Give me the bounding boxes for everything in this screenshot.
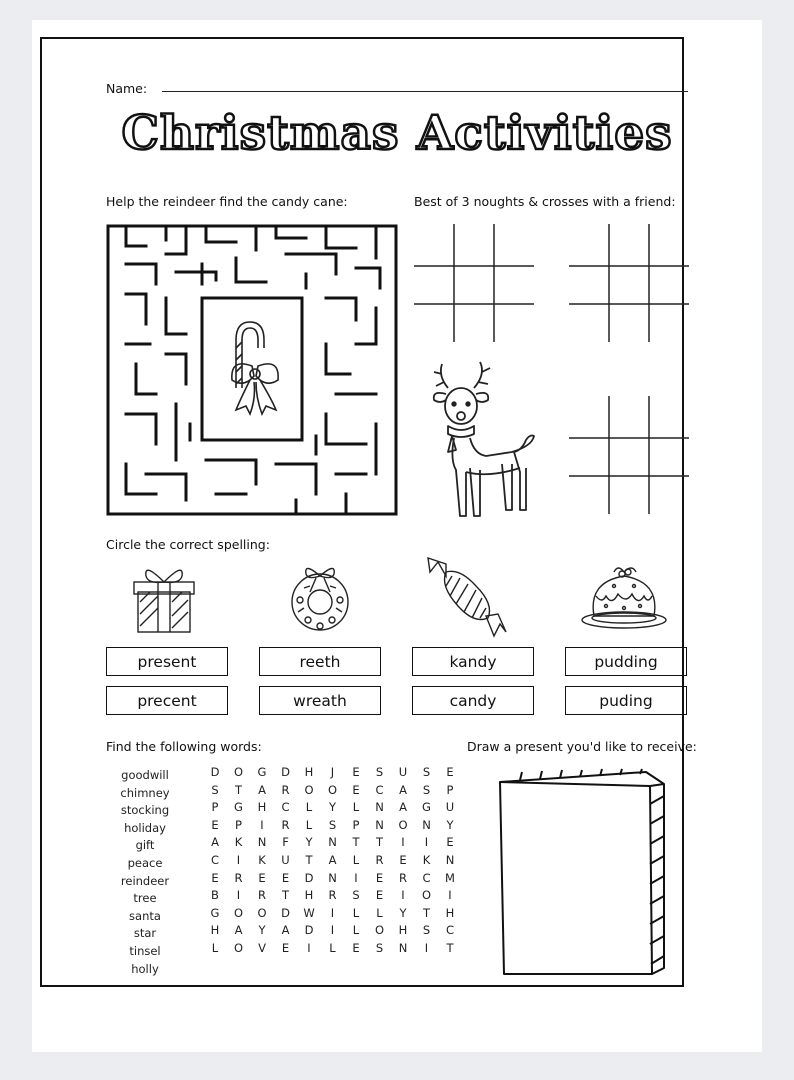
wordsearch-letter[interactable]: A: [328, 853, 337, 867]
wordsearch-letter[interactable]: A: [281, 923, 290, 938]
spelling-option-reeth[interactable]: reeth: [259, 647, 381, 676]
wordsearch-letter[interactable]: B: [211, 888, 219, 903]
wordsearch-letter[interactable]: I: [330, 905, 335, 920]
wordsearch-letter[interactable]: T: [281, 888, 290, 903]
wordsearch-letter[interactable]: A: [258, 782, 266, 797]
wordsearch-letter[interactable]: O: [327, 782, 338, 797]
wordsearch-letter[interactable]: H: [304, 765, 314, 779]
wordsearch-letter[interactable]: T: [446, 941, 454, 955]
wordsearch-letter[interactable]: T: [375, 835, 384, 850]
wordsearch-word: holiday: [124, 820, 166, 835]
wordsearch-letter[interactable]: A: [211, 835, 219, 850]
name-label: Name:: [106, 81, 148, 96]
wordsearch-letter[interactable]: D: [281, 905, 290, 920]
wordsearch-letter[interactable]: V: [258, 941, 266, 955]
wordsearch-letter[interactable]: Y: [446, 817, 454, 832]
wordsearch-letter[interactable]: O: [257, 905, 267, 920]
wordsearch-letter[interactable]: D: [304, 870, 314, 885]
wordsearch-letter[interactable]: A: [234, 923, 243, 938]
wordsearch-letter[interactable]: S: [422, 782, 431, 797]
wordsearch-letter[interactable]: L: [305, 817, 313, 832]
wordsearch-word: holly: [131, 961, 159, 976]
wordsearch-word: chimney: [120, 785, 170, 800]
wordsearch-letter[interactable]: O: [233, 765, 244, 779]
wordsearch-letter[interactable]: E: [211, 870, 219, 885]
wordsearch-word: santa: [129, 908, 161, 923]
wordsearch-letter[interactable]: J: [330, 765, 335, 779]
wordsearch-letter[interactable]: S: [352, 888, 360, 903]
wordsearch-letter[interactable]: D: [304, 923, 314, 938]
wordsearch-letter[interactable]: N: [375, 800, 384, 815]
wordsearch-letter[interactable]: C: [422, 870, 431, 885]
wordsearch-letter[interactable]: I: [401, 835, 405, 850]
wordsearch-letter[interactable]: I: [354, 870, 358, 885]
page-title: Christmas Activities: [121, 106, 673, 161]
wordsearch-letter[interactable]: L: [329, 941, 336, 955]
wordsearch-letter[interactable]: D: [281, 765, 290, 779]
wordsearch-letter[interactable]: S: [328, 817, 337, 832]
wordsearch-letter[interactable]: U: [398, 765, 408, 779]
draw-instruction: Draw a present you'd like to receive:: [467, 739, 697, 754]
wordsearch-letter[interactable]: C: [210, 853, 220, 867]
wordsearch-letter[interactable]: P: [446, 782, 454, 797]
wordsearch-letter[interactable]: H: [210, 923, 220, 938]
wordsearch-letter[interactable]: G: [257, 765, 267, 779]
wordsearch-letter[interactable]: E: [281, 941, 290, 955]
wordsearch-letter[interactable]: L: [211, 941, 219, 955]
wordsearch-letter[interactable]: O: [398, 817, 408, 832]
wordsearch-word: reindeer: [120, 873, 170, 888]
spelling-option-present[interactable]: present: [106, 647, 228, 676]
wordsearch-letter[interactable]: K: [258, 853, 266, 867]
wordsearch-letter[interactable]: N: [398, 941, 408, 955]
wordsearch-letter[interactable]: U: [445, 800, 455, 815]
wordsearch-letter[interactable]: E: [446, 835, 454, 850]
wordsearch-letter[interactable]: C: [375, 782, 384, 797]
wordsearch-letter[interactable]: H: [304, 888, 314, 903]
wordsearch-letter[interactable]: N: [328, 870, 337, 885]
wordsearch-letter[interactable]: H: [257, 800, 267, 815]
wordsearch-letter[interactable]: R: [281, 817, 290, 832]
wordsearch-letter[interactable]: O: [233, 941, 244, 955]
wordsearch-letter[interactable]: E: [375, 870, 384, 885]
wordsearch-letter[interactable]: G: [210, 905, 220, 920]
wordsearch-letter[interactable]: K: [422, 853, 431, 867]
wordsearch-letter[interactable]: O: [374, 923, 385, 938]
wordsearch-letter[interactable]: I: [401, 888, 405, 903]
wordsearch-letter[interactable]: A: [399, 782, 407, 797]
wordsearch-letter[interactable]: I: [424, 835, 429, 850]
wordsearch-letter[interactable]: T: [234, 782, 243, 797]
ttt-grid-2[interactable]: [569, 224, 689, 342]
wordsearch-letter[interactable]: S: [375, 765, 384, 779]
maze-instruction: Help the reindeer find the candy cane:: [106, 194, 348, 209]
candy-icon: [424, 556, 508, 638]
wordsearch-letter[interactable]: H: [398, 923, 408, 938]
spelling-option-precent[interactable]: precent: [106, 686, 228, 715]
wordsearch-letter[interactable]: I: [236, 888, 241, 903]
spelling-option-pudding[interactable]: pudding: [565, 647, 687, 676]
wordsearch-letter[interactable]: R: [328, 888, 337, 903]
wordsearch-letter[interactable]: I: [424, 941, 429, 955]
wordsearch-letter[interactable]: G: [234, 800, 243, 815]
wordsearch-letter[interactable]: U: [281, 853, 290, 867]
wordsearch-letter[interactable]: H: [445, 905, 455, 920]
ttt-instruction: Best of 3 noughts & crosses with a friend:: [414, 194, 676, 209]
wordsearch-letter[interactable]: S: [211, 782, 219, 797]
wordsearch-letter[interactable]: E: [352, 782, 360, 797]
wordsearch-letter[interactable]: S: [375, 941, 384, 955]
wordsearch-letter[interactable]: E: [399, 853, 407, 867]
wordsearch-letter[interactable]: K: [234, 835, 243, 850]
wordsearch-word: peace: [127, 856, 163, 870]
wordsearch-letter[interactable]: W: [303, 905, 315, 920]
wordsearch-letter[interactable]: I: [307, 941, 311, 955]
wordsearch-letter[interactable]: M: [445, 870, 455, 885]
wordsearch-letter[interactable]: Y: [399, 905, 407, 920]
wordsearch-letter[interactable]: N: [375, 817, 384, 832]
wordsearch-letter[interactable]: Y: [305, 835, 313, 850]
wordsearch-letter[interactable]: P: [352, 817, 360, 832]
pudding-icon: [576, 560, 672, 632]
wordsearch-letter[interactable]: P: [235, 817, 242, 832]
gift-icon: [132, 562, 196, 634]
wordsearch-letter[interactable]: L: [352, 853, 360, 867]
present-drawing-box[interactable]: [496, 768, 672, 978]
wordsearch-letter[interactable]: C: [281, 800, 290, 815]
wordsearch-letter[interactable]: E: [258, 870, 266, 885]
wordsearch-letter[interactable]: L: [352, 923, 360, 938]
wordsearch-letter[interactable]: R: [234, 870, 243, 885]
wordsearch-letter[interactable]: L: [305, 800, 313, 815]
wordsearch-letter[interactable]: E: [211, 817, 219, 832]
wordsearch-letter[interactable]: L: [352, 800, 360, 815]
wordsearch-letter[interactable]: L: [352, 905, 360, 920]
wordsearch-letter[interactable]: T: [422, 905, 431, 920]
wordsearch-letter[interactable]: N: [422, 817, 431, 832]
wordsearch-letter[interactable]: O: [421, 888, 432, 903]
name-line[interactable]: [162, 91, 688, 92]
candy-cane-icon: [222, 318, 292, 428]
wordsearch-letter[interactable]: R: [258, 888, 266, 903]
wordsearch-letter[interactable]: I: [260, 817, 264, 832]
wordsearch-letter[interactable]: N: [445, 853, 455, 867]
wordsearch-instruction: Find the following words:: [106, 739, 262, 754]
wordsearch-letter[interactable]: R: [375, 853, 384, 867]
wordsearch-word: tree: [133, 891, 157, 906]
wordsearch-letter[interactable]: D: [210, 765, 220, 779]
reindeer-icon: [430, 360, 540, 518]
wordsearch-letter[interactable]: I: [236, 853, 241, 867]
wordsearch-letter[interactable]: P: [211, 800, 219, 815]
wordsearch-letter[interactable]: E: [446, 765, 454, 779]
wordsearch-letter[interactable]: Y: [258, 923, 266, 938]
wordsearch-letter[interactable]: N: [257, 835, 267, 850]
wordsearch-letter[interactable]: C: [445, 923, 455, 938]
spelling-option-kandy[interactable]: kandy: [412, 647, 534, 676]
spelling-instruction: Circle the correct spelling:: [106, 537, 270, 552]
wordsearch-letter[interactable]: G: [422, 800, 431, 815]
wordsearch-letter[interactable]: N: [328, 835, 337, 850]
wordsearch-letter[interactable]: S: [422, 765, 431, 779]
wordsearch-letter[interactable]: R: [281, 782, 290, 797]
wordsearch-letter[interactable]: T: [352, 835, 360, 850]
wordsearch-letter[interactable]: E: [375, 888, 384, 903]
wordsearch-letter[interactable]: E: [281, 870, 290, 885]
wordsearch-word: gift: [135, 838, 155, 853]
wordsearch-letter[interactable]: O: [304, 782, 314, 797]
wordsearch-letter[interactable]: Y: [328, 800, 337, 815]
wordsearch-letter[interactable]: F: [282, 835, 289, 850]
spelling-option-candy[interactable]: candy: [412, 686, 534, 715]
wordsearch-word: tinsel: [129, 944, 161, 958]
ttt-grid-1[interactable]: [414, 224, 534, 342]
spelling-option-puding[interactable]: puding: [565, 686, 687, 715]
spelling-option-wreath[interactable]: wreath: [259, 686, 381, 715]
wordsearch-letter[interactable]: R: [399, 870, 407, 885]
wordsearch-letter[interactable]: S: [422, 923, 431, 938]
wordsearch-letter[interactable]: L: [376, 905, 383, 920]
wordsearch-word: goodwill: [121, 768, 169, 782]
wordsearch-word: stocking: [120, 803, 170, 818]
wordsearch-letter[interactable]: I: [448, 888, 452, 903]
ttt-grid-3[interactable]: [569, 396, 689, 514]
wordsearch-letter[interactable]: E: [352, 941, 360, 955]
wreath-icon: [286, 560, 354, 634]
wordsearch-letter[interactable]: A: [399, 800, 407, 815]
wordsearch-word: star: [133, 926, 157, 941]
wordsearch-letter[interactable]: E: [352, 765, 360, 779]
wordsearch-letter[interactable]: O: [233, 905, 244, 920]
wordsearch-letter[interactable]: T: [305, 853, 313, 867]
wordsearch-letter[interactable]: I: [330, 923, 335, 938]
